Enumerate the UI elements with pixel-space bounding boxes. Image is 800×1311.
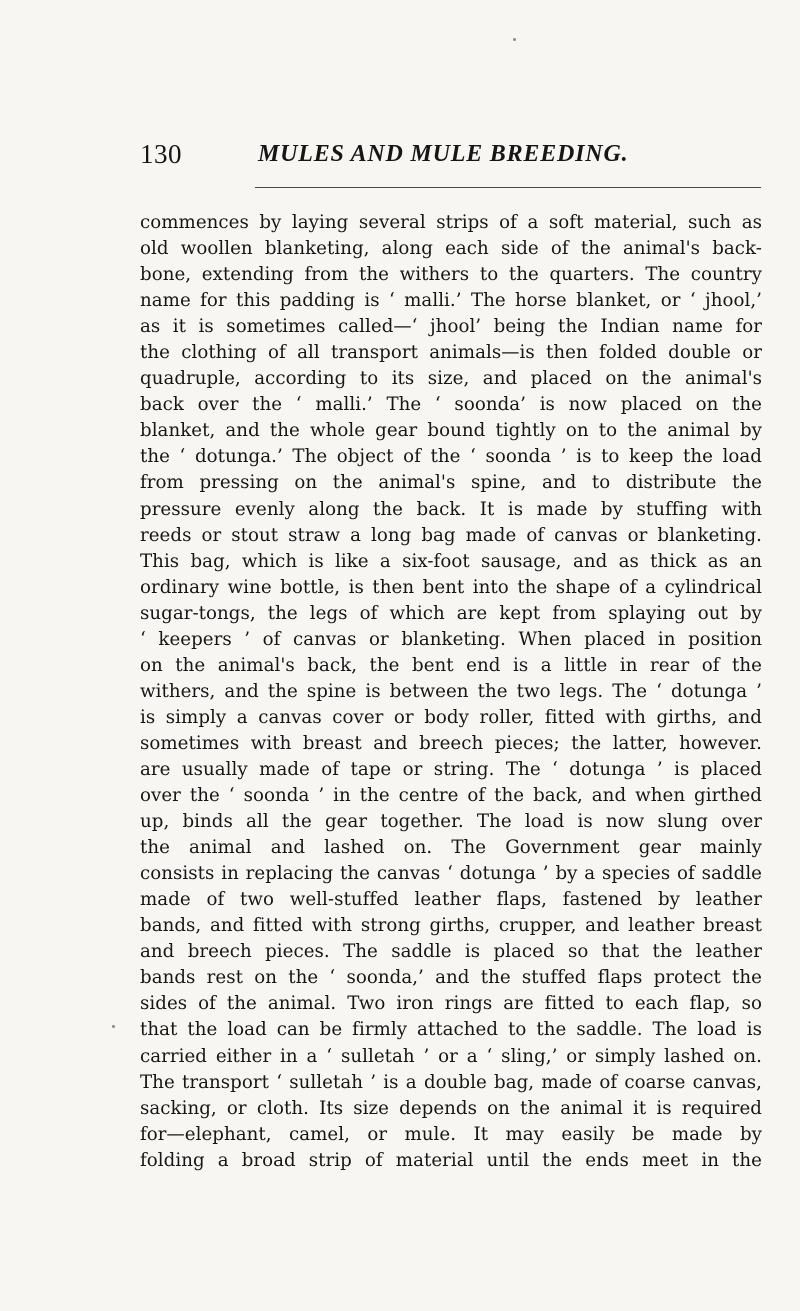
header-rule [255, 187, 761, 188]
running-title: MULES AND MULE BREEDING. [258, 141, 629, 167]
text-line: bands rest on the ‘ soonda,’ and the stuffed flaps protect the [140, 967, 762, 989]
text-line: quadruple, according to its size, and placed on the animal's [140, 368, 762, 390]
text-line: pressure evenly along the back. It is made by stuffing with [140, 498, 762, 520]
text-line: sometimes with breast and breech pieces; the latter, however. [140, 732, 762, 754]
text-line: old woollen blanketing, along each side of the animal's back- [140, 238, 762, 260]
text-line: bone, extending from the withers to the quarters. The country [140, 264, 762, 286]
text-line: name for this padding is ‘ malli.’ The horse blanket, or ‘ jhool,’ [140, 290, 762, 312]
text-line: This bag, which is like a six-foot sausage, and as thick as an [140, 550, 762, 572]
text-line: for—elephant, camel, or mule. It may easily be made by [140, 1123, 762, 1145]
text-line: as it is sometimes called—‘ jhool’ being the Indian name for [140, 316, 762, 338]
text-line: over the ‘ soonda ’ in the centre of the back, and when girthed [140, 785, 762, 807]
text-line: carried either in a ‘ sulletah ’ or a ‘ sling,’ or simply lashed on. [140, 1045, 762, 1067]
text-line: the animal and lashed on. The Government gear mainly [140, 837, 762, 859]
text-line: on the animal's back, the bent end is a little in rear of the [140, 654, 762, 676]
body-paragraph [140, 210, 762, 1174]
speck-mark [513, 38, 516, 41]
page-number: 130 [140, 139, 182, 169]
text-line: bands, and fitted with strong girths, crupper, and leather breast [140, 915, 762, 937]
text-line: back over the ‘ malli.’ The ‘ soonda’ is now placed on the [140, 394, 762, 416]
text-line: folding a broad strip of material until the ends meet in the [140, 1149, 762, 1171]
text-line: The transport ‘ sulletah ’ is a double bag, made of coarse canvas, [140, 1071, 762, 1093]
text-line: blanket, and the whole gear bound tightly on to the animal by [140, 420, 762, 442]
text-line: ordinary wine bottle, is then bent into the shape of a cylindrical [140, 576, 762, 598]
text-line: sacking, or cloth. Its size depends on the animal it is required [140, 1097, 762, 1119]
text-line: consists in replacing the canvas ‘ dotunga ’ by a species of saddle [140, 863, 762, 885]
running-head [140, 137, 760, 171]
text-line: commences by laying several strips of a soft material, such as [140, 212, 762, 233]
text-line: is simply a canvas cover or body roller, fitted with girths, and [140, 706, 762, 728]
text-line: reeds or stout straw a long bag made of canvas or blanketing. [140, 524, 762, 546]
text-line: withers, and the spine is between the two legs. The ‘ dotunga ’ [140, 680, 762, 702]
text-line: the ‘ dotunga.’ The object of the ‘ soonda ’ is to keep the load [140, 446, 762, 468]
text-line: from pressing on the animal's spine, and to distribute the [140, 472, 762, 494]
text-line: the clothing of all transport animals—is then folded double or [140, 342, 762, 364]
text-line: ‘ keepers ’ of canvas or blanketing. When placed in position [140, 628, 762, 650]
text-line: made of two well-stuffed leather flaps, fastened by leather [140, 889, 762, 911]
text-line: that the load can be firmly attached to the saddle. The load is [140, 1019, 762, 1041]
text-line: sugar-tongs, the legs of which are kept from splaying out by [140, 602, 762, 624]
text-line: are usually made of tape or string. The ‘ dotunga ’ is placed [140, 758, 762, 780]
text-line: and breech pieces. The saddle is placed so that the leather [140, 941, 762, 963]
text-line: sides of the animal. Two iron rings are fitted to each flap, so [140, 993, 762, 1015]
speck-mark [112, 1025, 115, 1028]
text-line: up, binds all the gear together. The load is now slung over [140, 811, 762, 833]
